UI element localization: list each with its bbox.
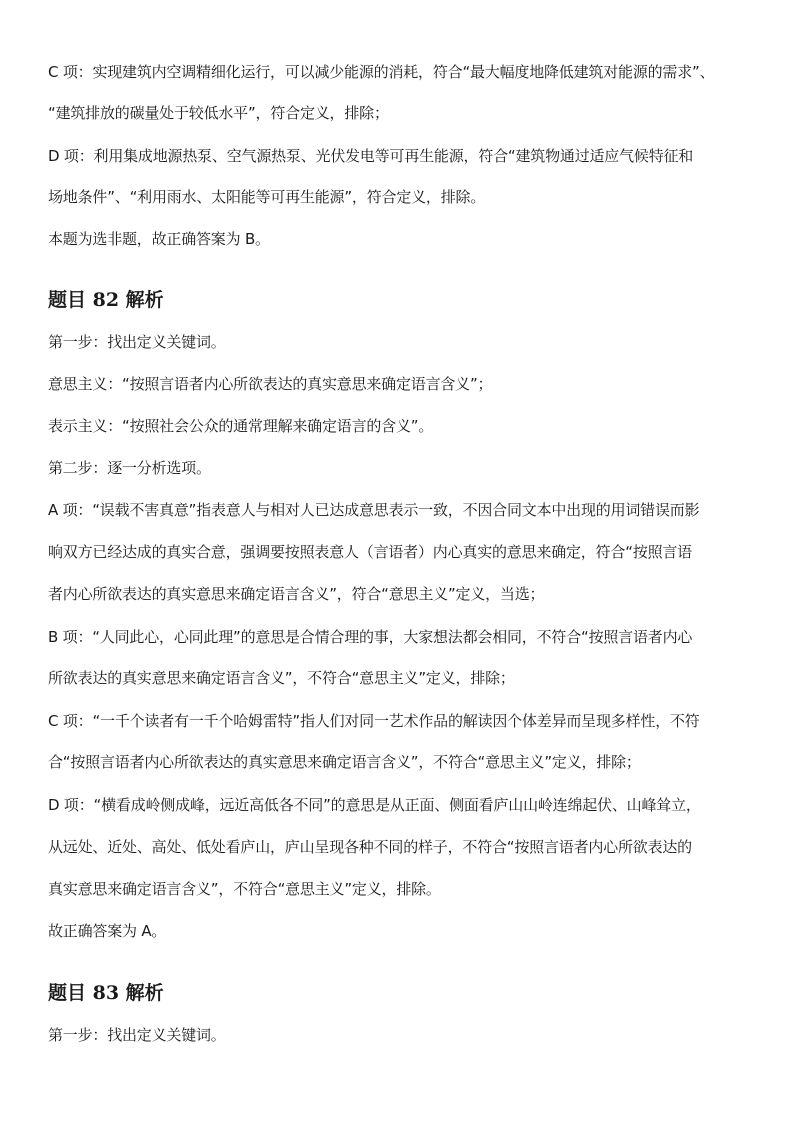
paragraph-line: 所欲表达的真实意思来确定语言含义”，不符合“意思主义”定义，排除； <box>48 669 515 687</box>
section-heading-83: 题目 83 解析 <box>48 982 164 1004</box>
paragraph-line: 从远处、近处、高处、低处看庐山，庐山呈现各种不同的样子，不符合“按照言语者内心所欲表达的 <box>48 838 692 856</box>
paragraph-line: 第二步：逐一分析选项。 <box>48 459 211 477</box>
paragraph-line: 意思主义：“按照言语者内心所欲表达的真实意思来确定语言含义”； <box>48 375 493 393</box>
paragraph-line: C 项：“一千个读者有一千个哈姆雷特”指人们对同一艺术作品的解读因个体差异而呈现多样性，不符 <box>48 712 700 730</box>
paragraph-line: C 项：实现建筑内空调精细化运行，可以减少能源的消耗，符合“最大幅度地降低建筑对能源的需求”、 <box>48 63 715 81</box>
paragraph-line: 者内心所欲表达的真实意思来确定语言含义”，符合“意思主义”定义，当选； <box>48 585 545 603</box>
paragraph-line: 第一步：找出定义关键词。 <box>48 333 226 351</box>
paragraph-line: “建筑排放的碳量处于较低水平”，符合定义，排除； <box>48 104 389 122</box>
paragraph-line: 场地条件”、“利用雨水、太阳能等可再生能源”，符合定义，排除。 <box>48 188 486 206</box>
paragraph-line: B 项：“人同此心，心同此理”的意思是合情合理的事，大家想法都会相同，不符合“按照言语者内心 <box>48 628 693 646</box>
paragraph-line: 表示主义：“按照社会公众的通常理解来确定语言的含义”。 <box>48 417 434 435</box>
paragraph-line: 合“按照言语者内心所欲表达的真实意思来确定语言含义”，不符合“意思主义”定义，排除； <box>48 753 641 771</box>
section-heading-82: 题目 82 解析 <box>48 289 164 311</box>
paragraph-line: 第一步：找出定义关键词。 <box>48 1026 226 1044</box>
paragraph-line: 本题为选非题，故正确答案为 B。 <box>48 230 270 248</box>
paragraph-line: A 项：“误载不害真意”指表意人与相对人已达成意思表示一致，不因合同文本中出现的用词错误而影 <box>48 501 700 519</box>
paragraph-line: 真实意思来确定语言含义”，不符合“意思主义”定义，排除。 <box>48 880 441 898</box>
paragraph-line: D 项：利用集成地源热泵、空气源热泵、光伏发电等可再生能源，符合“建筑物通过适应气候特征和 <box>48 147 694 165</box>
paragraph-line: D 项：“横看成岭侧成峰，远近高低各不同”的意思是从正面、侧面看庐山山岭连绵起伏、山峰耸立， <box>48 796 701 814</box>
paragraph-line: 响双方已经达成的真实合意，强调要按照表意人（言语者）内心真实的意思来确定，符合“按照言语 <box>48 543 692 561</box>
paragraph-line: 故正确答案为 A。 <box>48 922 167 940</box>
